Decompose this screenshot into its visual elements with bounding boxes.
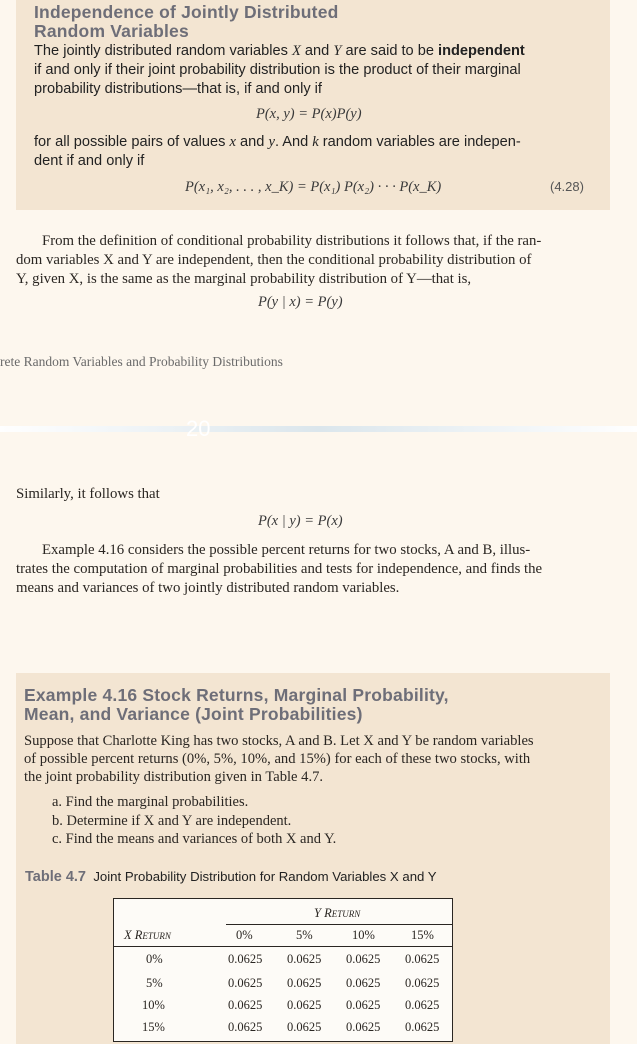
table-cell: 0.0625 xyxy=(405,976,440,990)
example-line3: the joint probability distribution given in Table 4.7. xyxy=(24,769,324,785)
definition-paragraph-line3: probability distributions—that is, if and only if xyxy=(34,81,322,97)
body1-line1: From the definition of conditional probability distributions it follows that, if the ran- xyxy=(42,233,542,249)
body2-line2: Example 4.16 considers the possible percent returns for two stocks, A and B, illus- xyxy=(42,542,531,558)
table-cell: 0.0625 xyxy=(287,976,322,990)
row-label: 0% xyxy=(146,952,163,966)
definition-paragraph-line1: The jointly distributed random variables X and Y are said to be independent xyxy=(34,43,525,59)
equation-number: (4.28) xyxy=(550,179,584,194)
table-cell: 0.0625 xyxy=(346,952,381,966)
table-cell: 0.0625 xyxy=(228,952,263,966)
table-cell: 0.0625 xyxy=(346,1020,381,1034)
task-item: b. Determine if X and Y are independent. xyxy=(52,812,292,829)
table-cell: 0.0625 xyxy=(287,952,322,966)
definition-title: Independence of Jointly Distributed Random Variables xyxy=(34,2,339,41)
body2-line4: means and variances of two jointly distributed random variables. xyxy=(16,580,400,596)
table-caption: Table 4.7 Joint Probability Distribution for Random Variables X and Y xyxy=(25,869,437,885)
table-cell: 0.0625 xyxy=(228,976,263,990)
page-number: 20 xyxy=(186,416,211,441)
example-title: Example 4.16 Stock Returns, Marginal Probability, Mean, and Variance (Joint Probabilities) xyxy=(24,685,449,724)
body2-line3: trates the computation of marginal probabilities and tests for independence, and finds the xyxy=(16,561,543,577)
header-rule xyxy=(114,946,452,947)
example-task-list xyxy=(52,793,336,849)
column-header: 10% xyxy=(352,928,375,942)
definition-paragraph-line2: if and only if their joint probability distribution is the product of their marginal xyxy=(34,62,521,78)
column-header: 5% xyxy=(296,928,313,942)
row-label: 15% xyxy=(142,1020,165,1034)
running-footer: rete Random Variables and Probability Distributions xyxy=(0,354,283,369)
table-cell: 0.0625 xyxy=(346,976,381,990)
example-line2: of possible percent returns (0%, 5%, 10%, and 15%) for each of these two stocks, with xyxy=(24,751,531,767)
table-cell: 0.0625 xyxy=(228,1020,263,1034)
joint-probability-table xyxy=(113,898,453,1042)
definition-paragraph2-line1: for all possible pairs of values x and y. And k random variables are indepen- xyxy=(34,134,521,150)
definition-paragraph2-line2: dent if and only if xyxy=(34,153,145,169)
body2-line1: Similarly, it follows that xyxy=(16,486,160,502)
body1-line3: Y, given X, is the same as the marginal probability distribution of Y—that is, xyxy=(16,271,472,287)
table-cell: 0.0625 xyxy=(287,1020,322,1034)
header-underline xyxy=(226,924,452,925)
page-divider xyxy=(0,426,637,432)
equation-conditional-y: P(y | x) = P(y) xyxy=(258,294,343,310)
table-cell: 0.0625 xyxy=(346,998,381,1012)
equation-k-variables: P(x₁, x₂, . . . , x_K) = P(x₁) P(x₂) · · · P(x_K) xyxy=(185,179,442,195)
column-header: 0% xyxy=(236,928,253,942)
equation-conditional-x: P(x | y) = P(x) xyxy=(258,513,343,529)
row-label: 5% xyxy=(146,976,163,990)
x-return-header: X Return xyxy=(124,928,171,942)
table-cell: 0.0625 xyxy=(405,1020,440,1034)
body1-line2: dom variables X and Y are independent, then the conditional probability distribution of xyxy=(16,252,532,268)
table-cell: 0.0625 xyxy=(405,998,440,1012)
example-line1: Suppose that Charlotte King has two stocks, A and B. Let X and Y be random variables xyxy=(24,733,534,749)
table-cell: 0.0625 xyxy=(228,998,263,1012)
task-item: c. Find the means and variances of both X and Y. xyxy=(52,831,337,847)
table-cell: 0.0625 xyxy=(287,998,322,1012)
column-header: 15% xyxy=(411,928,434,942)
table-cell: 0.0625 xyxy=(405,952,440,966)
y-return-header: Y Return xyxy=(314,906,361,920)
row-label: 10% xyxy=(142,998,165,1012)
task-item: a. Find the marginal probabilities. xyxy=(52,794,249,810)
equation-joint-product: P(x, y) = P(x)P(y) xyxy=(256,106,362,122)
